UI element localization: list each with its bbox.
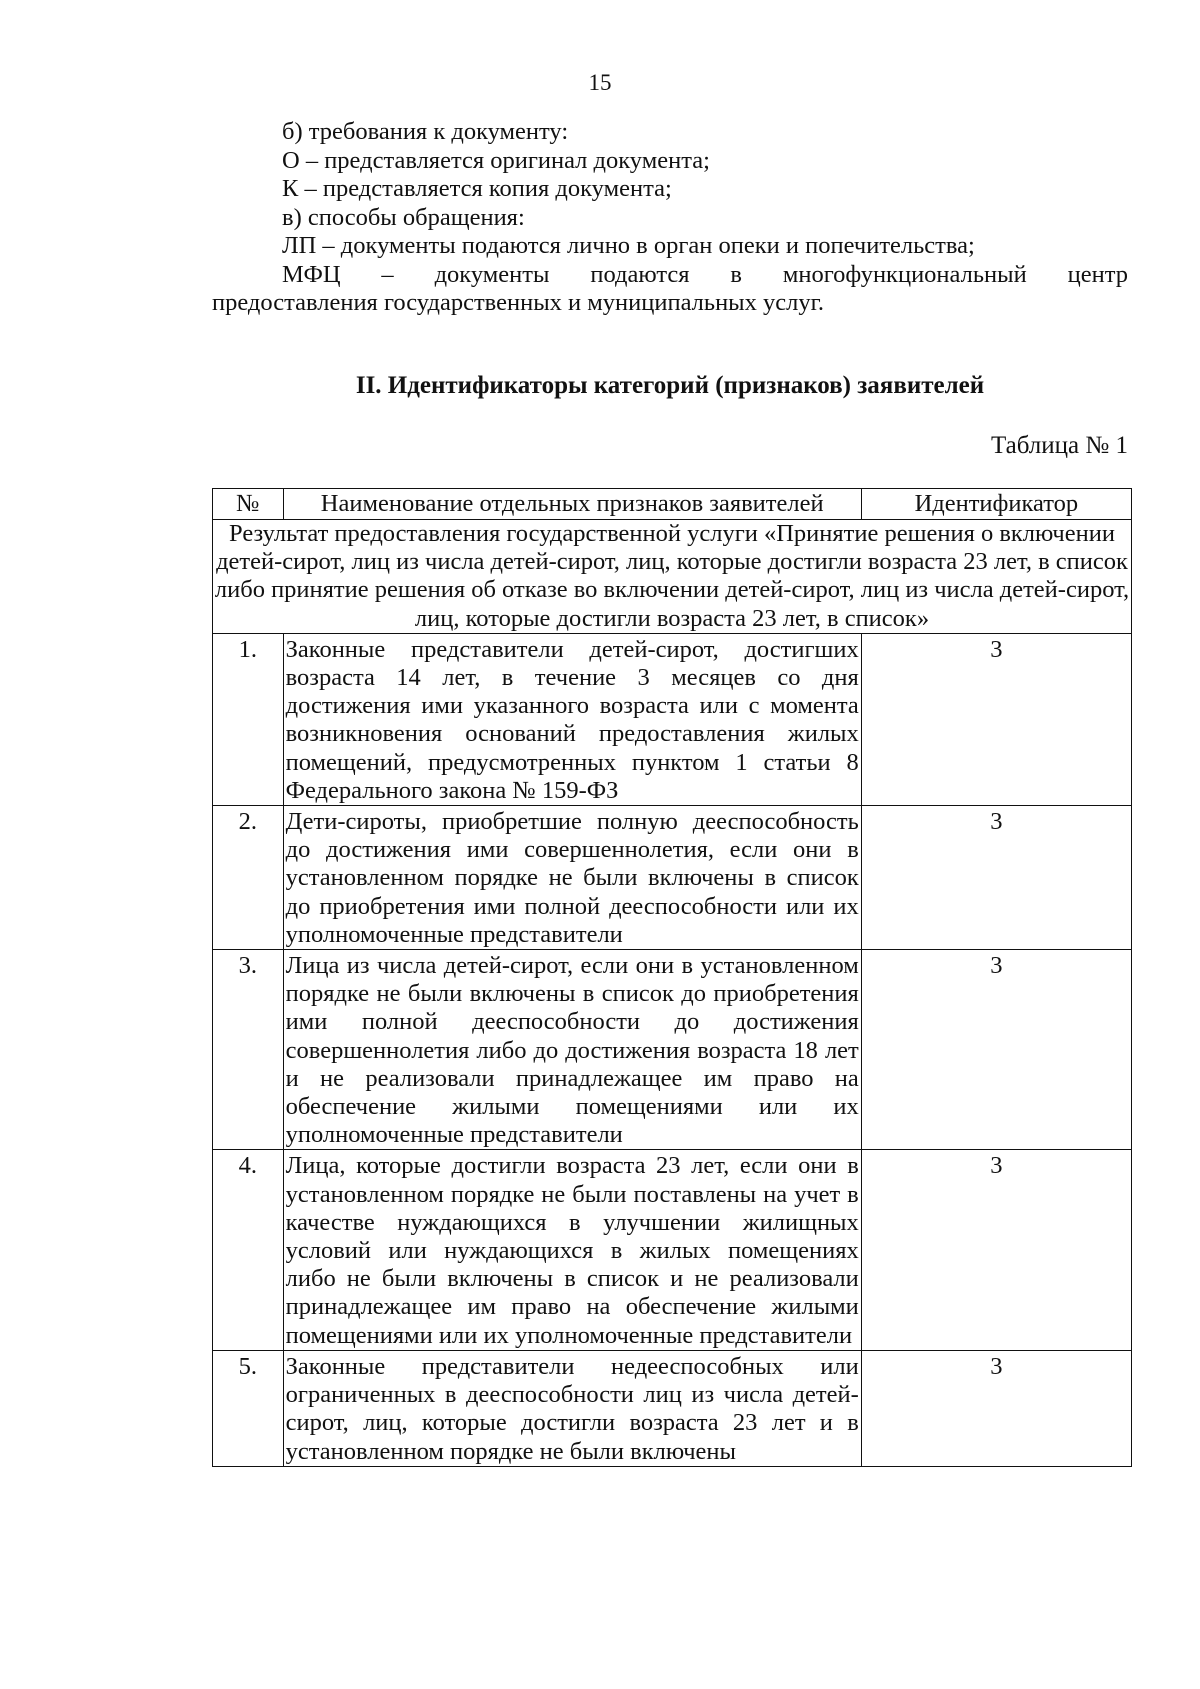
table-label: Таблица № 1 xyxy=(990,432,1128,459)
row-identifier: 3 xyxy=(861,1150,1131,1350)
table-row xyxy=(213,806,1132,950)
group-title: Результат предоставления государственной услуги «Принятие решения о включении детей-сирот, лиц из числа детей-сирот, лиц, которые достигли возраста 23 лет, в список либо принятие решения об отказе во включении детей-сирот, лиц из числа детей-сирот, лиц, которые достигли возраста 23 лет, в список» xyxy=(213,520,1132,634)
intro-line-methods: в) способы обращения: xyxy=(282,203,525,231)
table-group-row xyxy=(213,520,1132,634)
intro-line-mfc: МФЦ – документы подаются в многофункциональный центр xyxy=(282,260,1128,288)
header-name: Наименование отдельных признаков заявителей xyxy=(283,489,861,520)
header-identifier: Идентификатор xyxy=(861,489,1131,520)
row-num: 4. xyxy=(213,1150,284,1350)
row-identifier: 3 xyxy=(861,633,1131,805)
table-header-row xyxy=(213,489,1132,520)
row-identifier: 3 xyxy=(861,806,1131,950)
intro-line-mfc-cont: предоставления государственных и муниципальных услуг. xyxy=(212,289,825,316)
row-name: Лица, которые достигли возраста 23 лет, если они в установленном порядке не были поставлены на учет в качестве нуждающихся в улучшении жилищных условий или нуждающихся в жилых помещениях либо не были включены в список и не реализовали принадлежащее им право на обеспечение жилыми помещениями или их уполномоченные представители xyxy=(283,1150,861,1350)
intro-line-in-person: ЛП – документы подаются лично в орган опеки и попечительства; xyxy=(282,232,975,259)
intro-line-requirements: б) требования к документу: xyxy=(282,118,569,145)
table-row xyxy=(213,633,1132,805)
table-row xyxy=(213,950,1132,1150)
row-name: Законные представители недееспособных или ограниченных в дееспособности лиц из числа детей-сирот, лиц, которые достигли возраста 23 лет и в установленном порядке не были включены xyxy=(283,1350,861,1466)
row-num: 2. xyxy=(213,806,284,950)
row-num: 3. xyxy=(213,950,284,1150)
row-num: 1. xyxy=(213,633,284,805)
row-identifier: 3 xyxy=(861,1350,1131,1466)
page-number: 15 xyxy=(588,70,612,95)
section-title: II. Идентификаторы категорий (признаков) заявителей xyxy=(355,372,985,399)
row-num: 5. xyxy=(213,1350,284,1466)
table-row xyxy=(213,1150,1132,1350)
row-name: Законные представители детей-сирот, достигших возраста 14 лет, в течение 3 месяцев со дня достижения ими указанного возраста или с момента возникновения оснований предоставления жилых помещений, предусмотренных пунктом 1 статьи 8 Федерального закона № 159-ФЗ xyxy=(283,633,861,805)
identifiers-table xyxy=(212,488,1132,1467)
table-row xyxy=(213,1350,1132,1466)
row-identifier: 3 xyxy=(861,950,1131,1150)
header-num: № xyxy=(213,489,284,520)
intro-line-original: О – представляется оригинал документа; xyxy=(282,146,710,174)
row-name: Дети-сироты, приобретшие полную дееспособность до достижения ими совершеннолетия, если они в установленном порядке не были включены в список до приобретения ими полной дееспособности или их уполномоченные представители xyxy=(283,806,861,950)
intro-text xyxy=(212,118,1128,318)
intro-line-copy: К – представляется копия документа; xyxy=(282,175,672,202)
row-name: Лица из числа детей-сирот, если они в установленном порядке не были включены в список до приобретения ими полной дееспособности до достижения совершеннолетия либо до достижения возраста 18 лет и не реализовали принадлежащее им право на обеспечение жилыми помещениями или их уполномоченные представители xyxy=(283,950,861,1150)
